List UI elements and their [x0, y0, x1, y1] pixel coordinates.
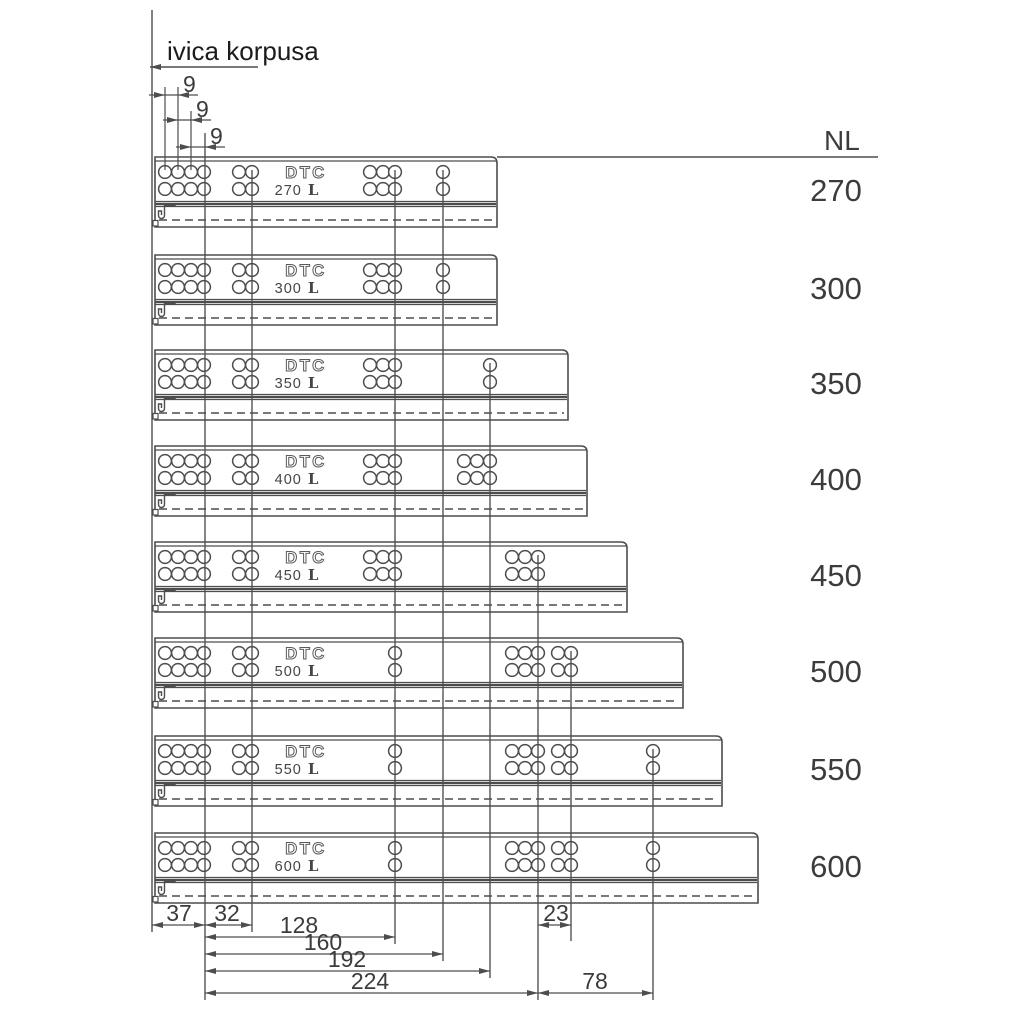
mounting-hole — [377, 472, 390, 485]
nl-value-300: 300 — [810, 271, 862, 306]
mounting-hole — [172, 664, 185, 677]
nl-value-500: 500 — [810, 654, 862, 689]
mounting-hole — [172, 183, 185, 196]
mounting-hole — [233, 472, 246, 485]
dtc-logo: DTC — [285, 357, 327, 375]
hook-foot — [153, 702, 158, 708]
hook-foot — [153, 319, 158, 325]
dim-label-23: 23 — [543, 900, 569, 926]
mounting-hole — [233, 664, 246, 677]
mounting-hole — [198, 166, 211, 179]
mounting-hole — [198, 762, 211, 775]
mounting-hole — [198, 551, 211, 564]
dim-label-224: 224 — [350, 968, 390, 994]
mounting-hole — [198, 842, 211, 855]
dim-label-78: 78 — [582, 968, 608, 994]
nl-value-350: 350 — [810, 366, 862, 401]
mounting-hole — [198, 183, 211, 196]
mounting-hole — [172, 359, 185, 372]
dtc-logo: DTC — [285, 453, 327, 471]
mounting-hole — [364, 183, 377, 196]
mounting-hole — [159, 568, 172, 581]
mounting-hole — [185, 762, 198, 775]
mounting-hole — [506, 568, 519, 581]
mounting-hole — [506, 647, 519, 660]
mounting-hole — [233, 376, 246, 389]
mounting-hole — [233, 745, 246, 758]
cabinet-edge-label: ivica korpusa — [167, 36, 319, 66]
dtc-logo: DTC — [285, 743, 327, 761]
mounting-hole — [198, 264, 211, 277]
mounting-hole — [364, 359, 377, 372]
mounting-hole — [552, 859, 565, 872]
mounting-hole — [233, 568, 246, 581]
nl-value-450: 450 — [810, 558, 862, 593]
dim-23 — [538, 900, 571, 928]
mounting-hole — [172, 859, 185, 872]
dtc-logo: DTC — [285, 645, 327, 663]
mounting-hole — [552, 762, 565, 775]
rail-size-label: 550 L — [274, 760, 320, 778]
rail-350 — [153, 350, 568, 420]
mounting-hole — [198, 859, 211, 872]
mounting-hole — [364, 455, 377, 468]
mounting-hole — [172, 376, 185, 389]
mounting-hole — [233, 859, 246, 872]
mounting-hole — [198, 647, 211, 660]
rail-outline — [155, 350, 568, 420]
mounting-hole — [233, 842, 246, 855]
mounting-hole — [364, 568, 377, 581]
mounting-hole — [159, 859, 172, 872]
mounting-hole — [364, 376, 377, 389]
mounting-hole — [458, 455, 471, 468]
rail-size-label: 450 L — [274, 566, 320, 584]
mounting-hole — [364, 551, 377, 564]
rail-size-suffix: L — [307, 662, 320, 680]
dim-label-128: 128 — [279, 912, 319, 938]
rail-size-suffix: L — [307, 279, 320, 297]
mounting-hole — [519, 762, 532, 775]
hook-foot — [153, 800, 158, 806]
mounting-hole — [198, 376, 211, 389]
mounting-hole — [233, 647, 246, 660]
mounting-hole — [377, 551, 390, 564]
mounting-hole — [233, 183, 246, 196]
mounting-hole — [172, 647, 185, 660]
hook-foot — [153, 414, 158, 420]
rail-size-label: 350 L — [274, 374, 320, 392]
mounting-hole — [159, 647, 172, 660]
mounting-hole — [233, 281, 246, 294]
rail-size-label: 300 L — [274, 279, 320, 297]
mounting-hole — [506, 664, 519, 677]
mounting-hole — [198, 359, 211, 372]
mounting-hole — [159, 376, 172, 389]
mounting-hole — [185, 664, 198, 677]
mounting-hole — [185, 842, 198, 855]
mounting-hole — [377, 376, 390, 389]
mounting-hole — [377, 359, 390, 372]
mounting-hole — [552, 647, 565, 660]
rail-550 — [153, 736, 722, 806]
dtc-logo: DTC — [285, 549, 327, 567]
dim-label-9: 9 — [210, 123, 223, 149]
mounting-hole — [233, 359, 246, 372]
mounting-hole — [159, 745, 172, 758]
mounting-hole — [233, 762, 246, 775]
hook-foot — [153, 606, 158, 612]
rail-size-suffix: L — [307, 566, 320, 584]
dtc-logo: DTC — [285, 164, 327, 182]
mounting-hole — [552, 745, 565, 758]
mounting-hole — [198, 664, 211, 677]
mounting-hole — [172, 842, 185, 855]
mounting-hole — [185, 264, 198, 277]
rail-600 — [153, 833, 758, 903]
mounting-hole — [506, 859, 519, 872]
rail-400 — [153, 446, 587, 516]
mounting-hole — [185, 647, 198, 660]
rail-size-label: 400 L — [274, 470, 320, 488]
mounting-hole — [159, 842, 172, 855]
mounting-hole — [377, 281, 390, 294]
nl-value-600: 600 — [810, 849, 862, 884]
mounting-hole — [159, 281, 172, 294]
mounting-hole — [471, 455, 484, 468]
mounting-hole — [185, 568, 198, 581]
rail-size-label: 270 L — [274, 181, 320, 199]
mounting-hole — [172, 568, 185, 581]
rail-size-label: 600 L — [274, 857, 320, 875]
mounting-hole — [172, 472, 185, 485]
rail-500 — [153, 638, 683, 708]
mounting-hole — [506, 745, 519, 758]
mounting-hole — [519, 745, 532, 758]
mounting-hole — [159, 455, 172, 468]
dtc-logo: DTC — [285, 262, 327, 280]
mounting-hole — [364, 472, 377, 485]
mounting-hole — [159, 472, 172, 485]
mounting-hole — [159, 183, 172, 196]
mounting-hole — [233, 551, 246, 564]
nl-value-550: 550 — [810, 752, 862, 787]
mounting-hole — [185, 859, 198, 872]
mounting-hole — [377, 455, 390, 468]
rail-size-suffix: L — [307, 470, 320, 488]
mounting-hole — [364, 264, 377, 277]
mounting-hole — [159, 551, 172, 564]
rail-size-suffix: L — [307, 857, 320, 875]
mounting-hole — [185, 745, 198, 758]
mounting-hole — [506, 842, 519, 855]
mounting-hole — [198, 281, 211, 294]
mounting-hole — [185, 551, 198, 564]
mounting-hole — [172, 264, 185, 277]
mounting-hole — [172, 551, 185, 564]
mounting-hole — [185, 455, 198, 468]
mounting-hole — [377, 183, 390, 196]
mounting-hole — [364, 281, 377, 294]
mounting-hole — [233, 455, 246, 468]
mounting-hole — [185, 472, 198, 485]
nl-column-header: NL — [824, 125, 860, 156]
mounting-hole — [377, 264, 390, 277]
mounting-hole — [519, 664, 532, 677]
mounting-hole — [198, 568, 211, 581]
dim-label-9: 9 — [196, 96, 209, 122]
mounting-hole — [159, 264, 172, 277]
mounting-hole — [519, 551, 532, 564]
mounting-hole — [172, 281, 185, 294]
mounting-hole — [185, 376, 198, 389]
rail-450 — [153, 542, 627, 612]
mounting-hole — [159, 664, 172, 677]
dim-label-160: 160 — [303, 929, 343, 955]
rail-size-suffix: L — [307, 374, 320, 392]
dim-label-32: 32 — [214, 900, 240, 926]
dim-label-192: 192 — [327, 946, 367, 972]
nl-value-400: 400 — [810, 462, 862, 497]
hook-foot — [153, 221, 158, 227]
mounting-hole — [364, 166, 377, 179]
mounting-hole — [185, 183, 198, 196]
mounting-hole — [159, 762, 172, 775]
mounting-hole — [506, 762, 519, 775]
dim-label-9: 9 — [183, 71, 196, 97]
mounting-hole — [172, 455, 185, 468]
dim-label-37: 37 — [166, 900, 192, 926]
rail-size-suffix: L — [307, 181, 320, 199]
rail-size-label: 500 L — [274, 662, 320, 680]
rail-size-suffix: L — [307, 760, 320, 778]
mounting-hole — [458, 472, 471, 485]
mounting-hole — [172, 745, 185, 758]
mounting-hole — [185, 281, 198, 294]
mounting-hole — [377, 568, 390, 581]
mounting-hole — [172, 762, 185, 775]
mounting-hole — [233, 166, 246, 179]
mounting-hole — [519, 568, 532, 581]
mounting-hole — [552, 842, 565, 855]
mounting-hole — [519, 842, 532, 855]
mounting-hole — [519, 859, 532, 872]
mounting-hole — [185, 359, 198, 372]
dtc-logo: DTC — [285, 840, 327, 858]
mounting-hole — [552, 664, 565, 677]
mounting-hole — [519, 647, 532, 660]
mounting-hole — [377, 166, 390, 179]
mounting-hole — [506, 551, 519, 564]
hook-foot — [153, 510, 158, 516]
nl-value-270: 270 — [810, 173, 862, 208]
mounting-hole — [159, 359, 172, 372]
mounting-hole — [198, 745, 211, 758]
mounting-hole — [233, 264, 246, 277]
hook-foot — [153, 897, 158, 903]
mounting-hole — [198, 455, 211, 468]
mounting-hole — [471, 472, 484, 485]
mounting-hole — [198, 472, 211, 485]
